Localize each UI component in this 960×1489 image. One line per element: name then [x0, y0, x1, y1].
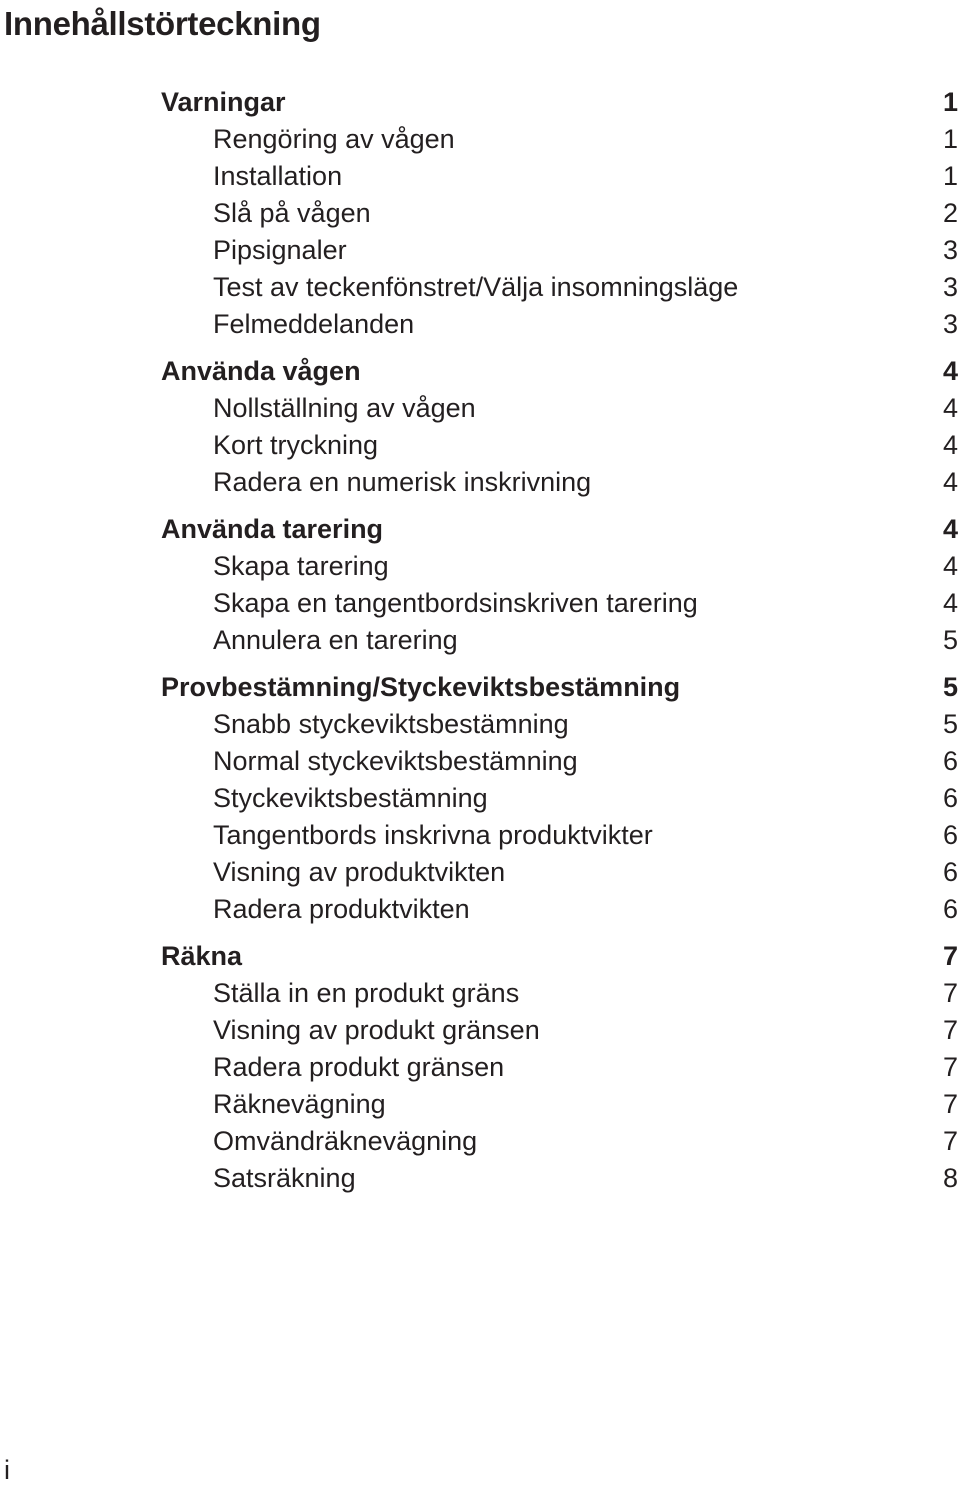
toc-entry[interactable]: [161, 622, 958, 659]
toc-page-number: 1: [942, 161, 958, 191]
toc-section: [161, 669, 958, 928]
toc-entry-label: Annulera en tarering: [213, 625, 458, 655]
toc-entry[interactable]: [161, 706, 958, 743]
toc-entry-label: Test av teckenfönstret/Välja insomningsläge: [213, 272, 739, 302]
toc-section-heading[interactable]: [161, 511, 958, 548]
toc-entry[interactable]: [161, 464, 958, 501]
toc-heading-label: Provbestämning/Styckeviktsbestämning: [161, 672, 681, 702]
toc-entry[interactable]: [161, 306, 958, 343]
toc-page-number: 5: [942, 672, 958, 702]
toc-section: [161, 511, 958, 659]
toc-entry[interactable]: [161, 121, 958, 158]
toc-entry-label: Visning av produktvikten: [213, 857, 506, 887]
toc-page-number: 7: [942, 1052, 958, 1082]
toc-entry-label: Pipsignaler: [213, 235, 347, 265]
toc-entry-label: Räknevägning: [213, 1089, 386, 1119]
toc-entry-label: Satsräkning: [213, 1163, 356, 1193]
table-of-contents: [161, 84, 958, 1207]
toc-page-number: 3: [942, 272, 958, 302]
toc-section: [161, 353, 958, 501]
toc-entry-label: Radera en numerisk inskrivning: [213, 467, 592, 497]
toc-entry[interactable]: [161, 232, 958, 269]
toc-entry[interactable]: [161, 158, 958, 195]
toc-page-number: 5: [942, 709, 958, 739]
toc-section-heading[interactable]: [161, 353, 958, 390]
toc-page-number: 4: [942, 588, 958, 618]
page-title: Innehållstörteckning: [4, 5, 321, 42]
toc-entry-label: Felmeddelanden: [213, 309, 415, 339]
toc-page-number: 1: [942, 124, 958, 154]
toc-entry[interactable]: [161, 891, 958, 928]
toc-entry-label: Skapa tarering: [213, 551, 389, 581]
toc-entry-label: Snabb styckeviktsbestämning: [213, 709, 569, 739]
toc-entry-label: Radera produkt gränsen: [213, 1052, 505, 1082]
toc-entry-label: Skapa en tangentbordsinskriven tarering: [213, 588, 698, 618]
toc-page-number: 3: [942, 309, 958, 339]
page-number: i: [4, 1455, 10, 1485]
toc-page-number: 5: [942, 625, 958, 655]
toc-page-number: 8: [942, 1163, 958, 1193]
toc-entry[interactable]: [161, 1012, 958, 1049]
toc-page-number: 6: [942, 894, 958, 924]
toc-page-number: 6: [942, 783, 958, 813]
toc-section-heading[interactable]: [161, 938, 958, 975]
toc-page-number: 1: [942, 87, 958, 117]
toc-page-number: 4: [942, 514, 958, 544]
toc-page-number: 6: [942, 820, 958, 850]
toc-entry-label: Kort tryckning: [213, 430, 379, 460]
toc-page-number: 3: [942, 235, 958, 265]
toc-page-number: 4: [942, 467, 958, 497]
toc-section-heading[interactable]: [161, 84, 958, 121]
toc-entry[interactable]: [161, 1123, 958, 1160]
toc-page-number: 7: [942, 1015, 958, 1045]
toc-entry-label: Normal styckeviktsbestämning: [213, 746, 578, 776]
toc-page-number: 7: [942, 1089, 958, 1119]
toc-page-number: 7: [942, 1126, 958, 1156]
toc-entry[interactable]: [161, 975, 958, 1012]
toc-page-number: 4: [942, 393, 958, 423]
toc-entry[interactable]: [161, 195, 958, 232]
toc-page-number: 7: [942, 941, 958, 971]
toc-page-number: 4: [942, 430, 958, 460]
toc-entry[interactable]: [161, 854, 958, 891]
toc-entry[interactable]: [161, 1086, 958, 1123]
toc-page-number: 2: [942, 198, 958, 228]
toc-heading-label: Varningar: [161, 87, 286, 117]
toc-entry-label: Slå på vågen: [213, 198, 371, 228]
toc-entry-label: Tangentbords inskrivna produktvikter: [213, 820, 653, 850]
toc-entry-label: Installation: [213, 161, 343, 191]
toc-page-number: 4: [942, 551, 958, 581]
toc-entry-label: Styckeviktsbestämning: [213, 783, 488, 813]
toc-entry[interactable]: [161, 269, 958, 306]
toc-heading-label: Räkna: [161, 941, 243, 971]
toc-entry[interactable]: [161, 548, 958, 585]
toc-entry[interactable]: [161, 1160, 958, 1197]
toc-section: [161, 84, 958, 343]
toc-entry[interactable]: [161, 585, 958, 622]
toc-page-number: 6: [942, 746, 958, 776]
toc-entry[interactable]: [161, 780, 958, 817]
toc-entry[interactable]: [161, 817, 958, 854]
toc-entry[interactable]: [161, 743, 958, 780]
toc-entry[interactable]: [161, 390, 958, 427]
toc-entry-label: Visning av produkt gränsen: [213, 1015, 540, 1045]
toc-page-number: 4: [942, 356, 958, 386]
toc-page-number: 7: [942, 978, 958, 1008]
toc-entry-label: Ställa in en produkt gräns: [213, 978, 520, 1008]
toc-section-heading[interactable]: [161, 669, 958, 706]
toc-entry[interactable]: [161, 427, 958, 464]
toc-entry[interactable]: [161, 1049, 958, 1086]
toc-entry-label: Rengöring av vågen: [213, 124, 455, 154]
toc-page-number: 6: [942, 857, 958, 887]
toc-entry-label: Radera produktvikten: [213, 894, 470, 924]
toc-heading-label: Använda tarering: [161, 514, 384, 544]
toc-section: [161, 938, 958, 1197]
toc-entry-label: Omvändräknevägning: [213, 1126, 478, 1156]
toc-heading-label: Använda vågen: [161, 356, 361, 386]
toc-entry-label: Nollställning av vågen: [213, 393, 476, 423]
